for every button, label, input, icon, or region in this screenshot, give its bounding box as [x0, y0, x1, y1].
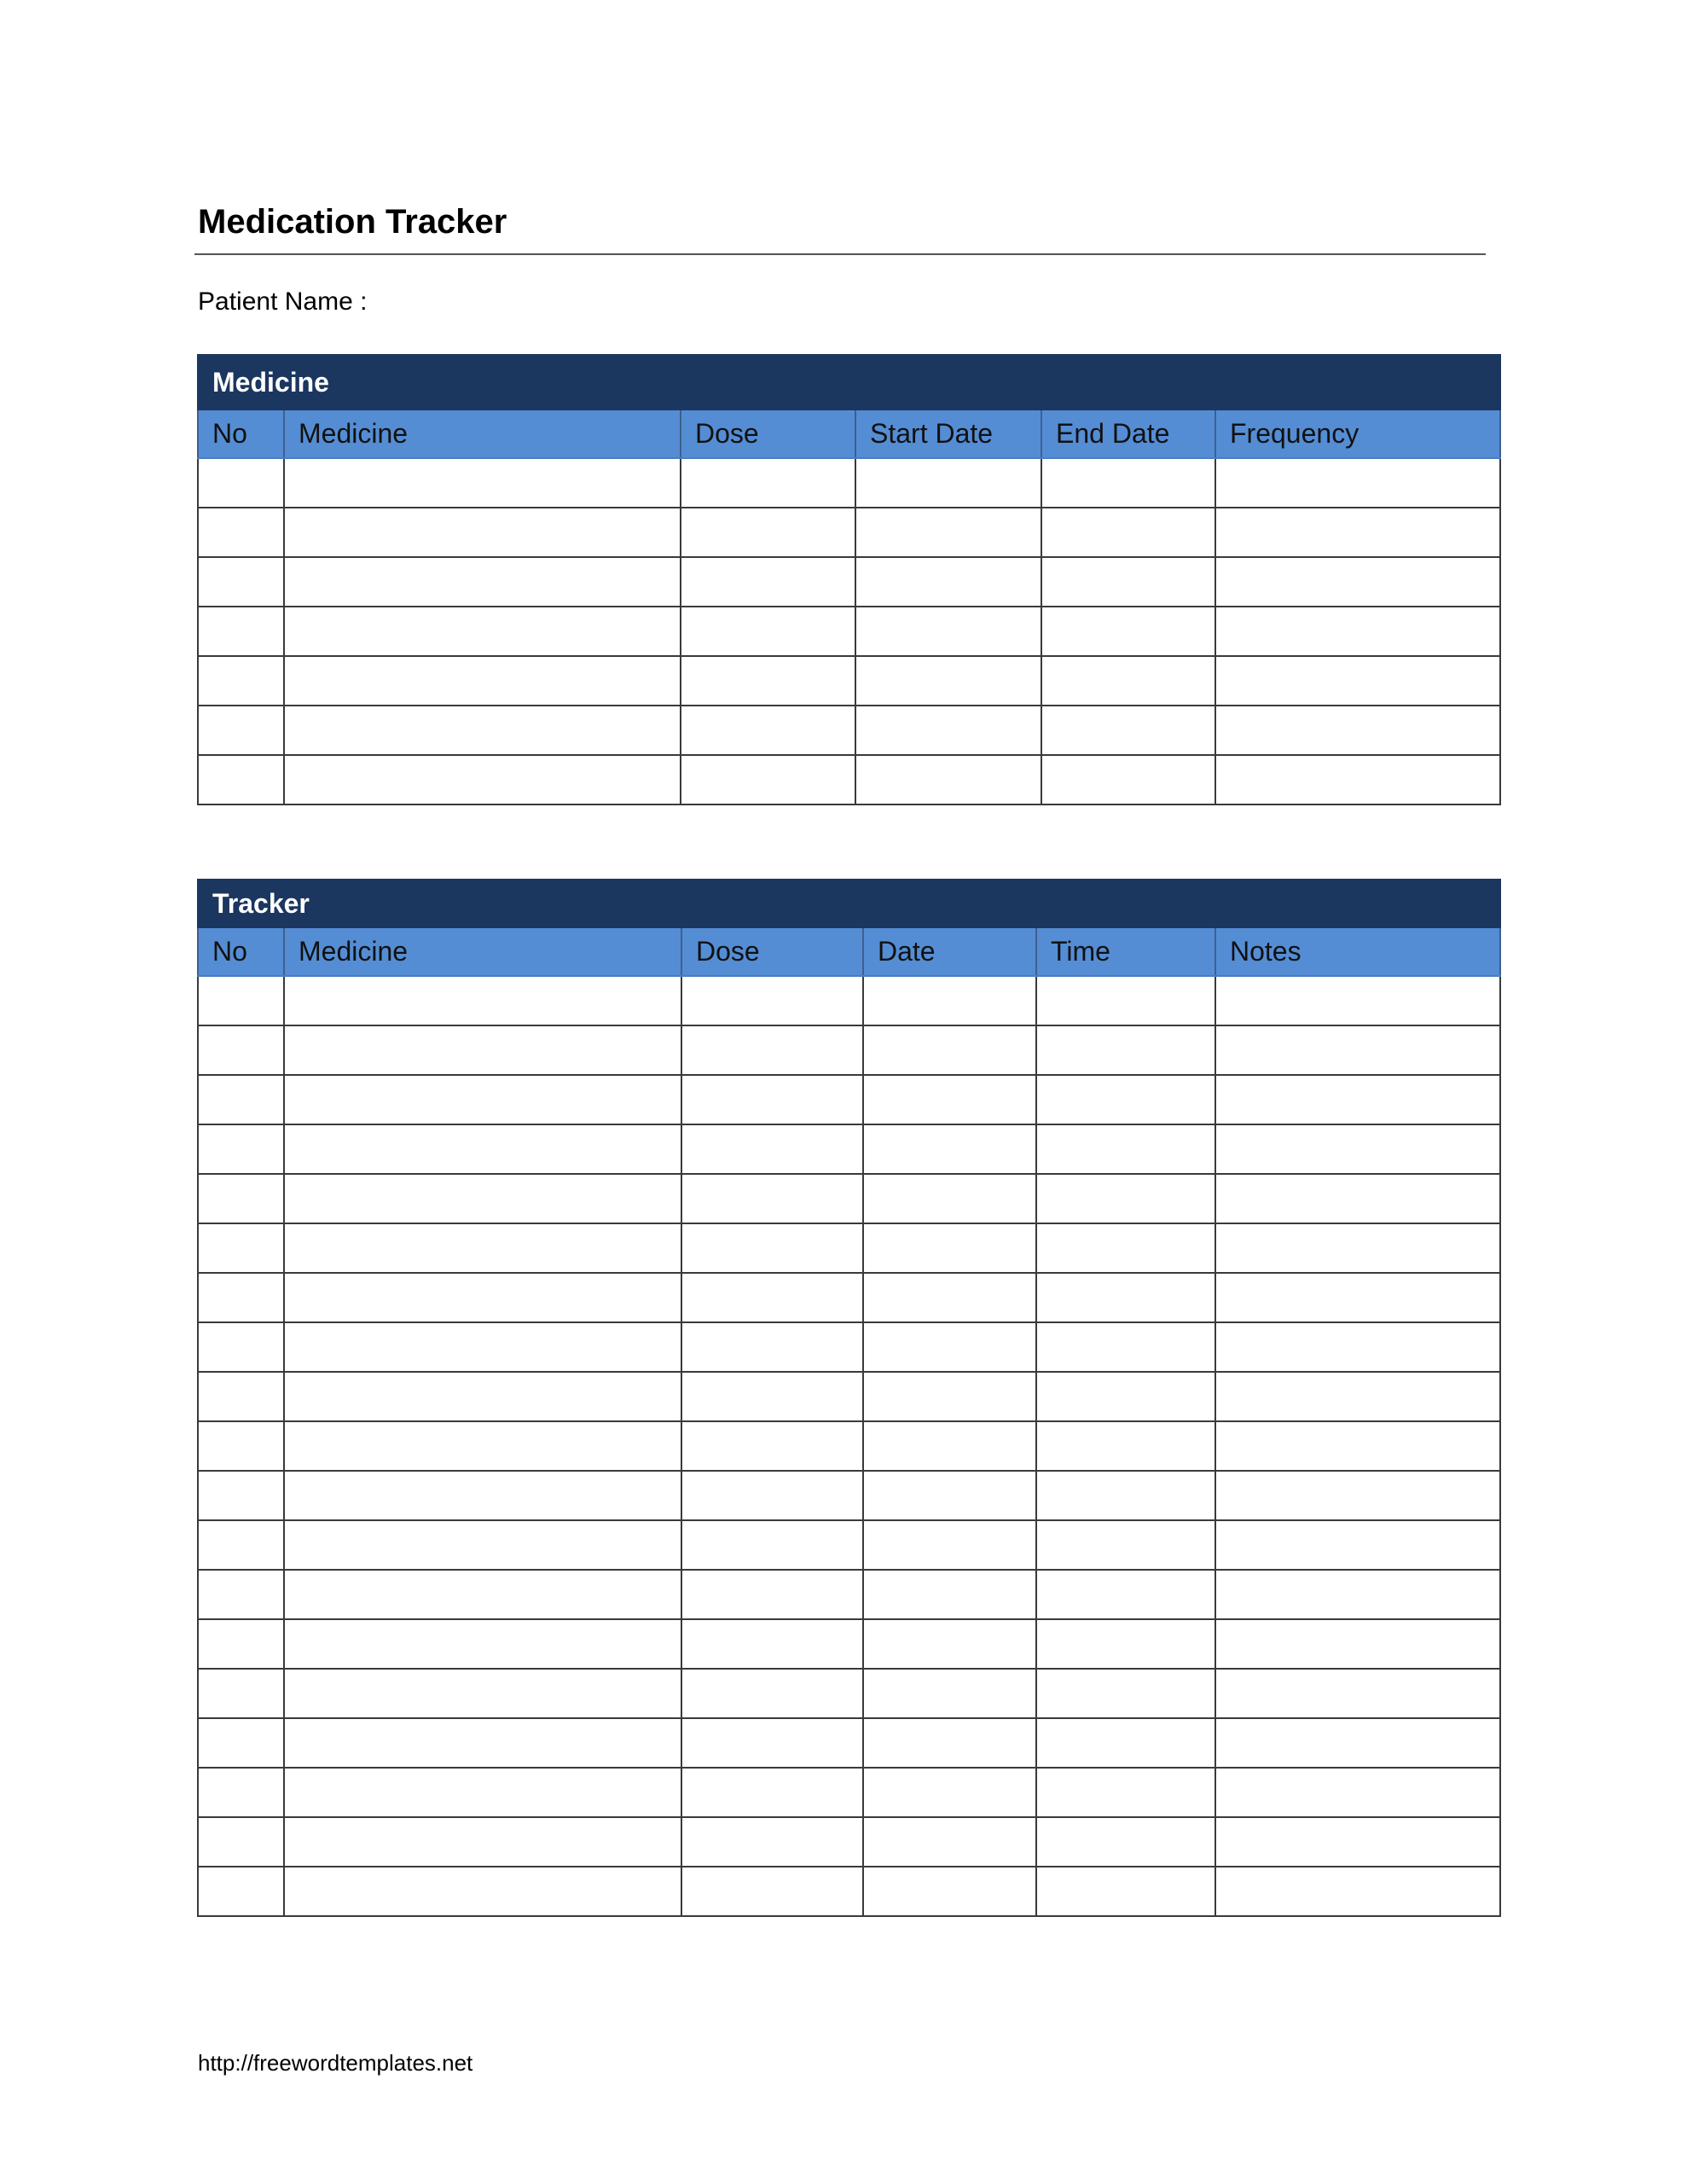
medicine-cell-start-date[interactable]	[855, 755, 1041, 804]
tracker-table-row	[198, 1768, 1500, 1817]
tracker-cell-dose[interactable]	[681, 1570, 863, 1619]
tracker-cell-time[interactable]	[1036, 1421, 1215, 1471]
medicine-cell-no[interactable]	[198, 508, 284, 557]
medicine-table-row	[198, 656, 1500, 706]
tracker-cell-notes[interactable]	[1215, 1718, 1500, 1768]
medicine-cell-medicine[interactable]	[284, 656, 681, 706]
tracker-table-row	[198, 976, 1500, 1025]
medicine-cell-start-date[interactable]	[855, 458, 1041, 508]
tracker-cell-notes[interactable]	[1215, 1520, 1500, 1570]
tracker-cell-time[interactable]	[1036, 1223, 1215, 1273]
medicine-cell-end-date[interactable]	[1041, 656, 1215, 706]
tracker-table-row	[198, 1817, 1500, 1867]
tracker-cell-time[interactable]	[1036, 1322, 1215, 1372]
tracker-cell-no[interactable]	[198, 1372, 284, 1421]
tracker-cell-time[interactable]	[1036, 1471, 1215, 1520]
tracker-cell-no[interactable]	[198, 1669, 284, 1718]
tracker-cell-time[interactable]	[1036, 976, 1215, 1025]
tracker-cell-time[interactable]	[1036, 1075, 1215, 1124]
medicine-cell-start-date[interactable]	[855, 656, 1041, 706]
medicine-cell-end-date[interactable]	[1041, 458, 1215, 508]
tracker-cell-medicine[interactable]	[284, 1718, 681, 1768]
medicine-table-row	[198, 458, 1500, 508]
tracker-cell-dose[interactable]	[681, 1817, 863, 1867]
tracker-cell-notes[interactable]	[1215, 1421, 1500, 1471]
tracker-cell-medicine[interactable]	[284, 1471, 681, 1520]
tracker-table-row	[198, 1223, 1500, 1273]
tracker-cell-notes[interactable]	[1215, 1768, 1500, 1817]
medicine-cell-start-date[interactable]	[855, 508, 1041, 557]
footer-url: http://freewordtemplates.net	[198, 2050, 473, 2076]
tracker-cell-dose[interactable]	[681, 1471, 863, 1520]
tracker-cell-medicine[interactable]	[284, 1174, 681, 1223]
tracker-cell-date[interactable]	[863, 1372, 1036, 1421]
tracker-col-time: Time	[1036, 927, 1215, 976]
tracker-cell-dose[interactable]	[681, 1223, 863, 1273]
medicine-cell-medicine[interactable]	[284, 458, 681, 508]
tracker-col-medicine: Medicine	[284, 927, 681, 976]
tracker-cell-time[interactable]	[1036, 1867, 1215, 1916]
medicine-cell-end-date[interactable]	[1041, 557, 1215, 607]
tracker-cell-notes[interactable]	[1215, 1619, 1500, 1669]
medicine-cell-medicine[interactable]	[284, 755, 681, 804]
tracker-cell-medicine[interactable]	[284, 1421, 681, 1471]
tracker-table-row	[198, 1273, 1500, 1322]
medicine-cell-dose[interactable]	[681, 607, 855, 656]
tracker-cell-time[interactable]	[1036, 1025, 1215, 1075]
medicine-cell-dose[interactable]	[681, 656, 855, 706]
tracker-cell-medicine[interactable]	[284, 1520, 681, 1570]
tracker-cell-no[interactable]	[198, 976, 284, 1025]
tracker-cell-dose[interactable]	[681, 1174, 863, 1223]
tracker-cell-no[interactable]	[198, 1421, 284, 1471]
tracker-cell-notes[interactable]	[1215, 1322, 1500, 1372]
tracker-cell-dose[interactable]	[681, 976, 863, 1025]
tracker-cell-time[interactable]	[1036, 1174, 1215, 1223]
medicine-cell-start-date[interactable]	[855, 557, 1041, 607]
tracker-table-row	[198, 1124, 1500, 1174]
tracker-cell-no[interactable]	[198, 1322, 284, 1372]
medicine-table-row	[198, 706, 1500, 755]
tracker-cell-date[interactable]	[863, 976, 1036, 1025]
tracker-cell-date[interactable]	[863, 1421, 1036, 1471]
tracker-cell-notes[interactable]	[1215, 1867, 1500, 1916]
tracker-cell-no[interactable]	[198, 1718, 284, 1768]
medicine-table-row	[198, 607, 1500, 656]
tracker-cell-medicine[interactable]	[284, 1817, 681, 1867]
tracker-cell-dose[interactable]	[681, 1669, 863, 1718]
medicine-cell-dose[interactable]	[681, 508, 855, 557]
tracker-table-row	[198, 1372, 1500, 1421]
tracker-cell-dose[interactable]	[681, 1273, 863, 1322]
tracker-cell-dose[interactable]	[681, 1867, 863, 1916]
tracker-cell-date[interactable]	[863, 1768, 1036, 1817]
tracker-cell-medicine[interactable]	[284, 1669, 681, 1718]
tracker-table-row	[198, 1075, 1500, 1124]
tracker-cell-time[interactable]	[1036, 1669, 1215, 1718]
tracker-cell-notes[interactable]	[1215, 1372, 1500, 1421]
medicine-cell-start-date[interactable]	[855, 607, 1041, 656]
tracker-cell-dose[interactable]	[681, 1322, 863, 1372]
tracker-table-row	[198, 1174, 1500, 1223]
medicine-col-start-date: Start Date	[855, 410, 1041, 458]
tracker-cell-time[interactable]	[1036, 1520, 1215, 1570]
tracker-cell-notes[interactable]	[1215, 1273, 1500, 1322]
medicine-cell-dose[interactable]	[681, 458, 855, 508]
medicine-cell-dose[interactable]	[681, 557, 855, 607]
medicine-cell-frequency[interactable]	[1215, 706, 1500, 755]
tracker-cell-time[interactable]	[1036, 1124, 1215, 1174]
tracker-cell-medicine[interactable]	[284, 1273, 681, 1322]
medicine-table-body	[198, 458, 1500, 804]
tracker-cell-notes[interactable]	[1215, 1124, 1500, 1174]
tracker-cell-date[interactable]	[863, 1817, 1036, 1867]
tracker-cell-time[interactable]	[1036, 1619, 1215, 1669]
tracker-cell-time[interactable]	[1036, 1570, 1215, 1619]
medicine-table-row	[198, 508, 1500, 557]
tracker-table-row	[198, 1669, 1500, 1718]
tracker-cell-date[interactable]	[863, 1174, 1036, 1223]
tracker-col-date: Date	[863, 927, 1036, 976]
tracker-cell-dose[interactable]	[681, 1619, 863, 1669]
tracker-col-no: No	[198, 927, 284, 976]
medicine-cell-frequency[interactable]	[1215, 656, 1500, 706]
tracker-cell-no[interactable]	[198, 1223, 284, 1273]
medicine-cell-no[interactable]	[198, 755, 284, 804]
tracker-cell-medicine[interactable]	[284, 1768, 681, 1817]
tracker-table-row	[198, 1619, 1500, 1669]
tracker-cell-no[interactable]	[198, 1817, 284, 1867]
tracker-cell-no[interactable]	[198, 1174, 284, 1223]
tracker-table-row	[198, 1025, 1500, 1075]
tracker-cell-time[interactable]	[1036, 1817, 1215, 1867]
tracker-cell-date[interactable]	[863, 1867, 1036, 1916]
tracker-cell-no[interactable]	[198, 1520, 284, 1570]
tracker-cell-date[interactable]	[863, 1322, 1036, 1372]
tracker-table-title: Tracker	[198, 880, 1500, 927]
tracker-cell-notes[interactable]	[1215, 1817, 1500, 1867]
tracker-cell-dose[interactable]	[681, 1124, 863, 1174]
tracker-cell-date[interactable]	[863, 1520, 1036, 1570]
medicine-cell-medicine[interactable]	[284, 508, 681, 557]
tracker-cell-date[interactable]	[863, 1619, 1036, 1669]
medicine-cell-frequency[interactable]	[1215, 755, 1500, 804]
tracker-cell-date[interactable]	[863, 1025, 1036, 1075]
tracker-table-row	[198, 1421, 1500, 1471]
medicine-cell-no[interactable]	[198, 656, 284, 706]
medicine-cell-end-date[interactable]	[1041, 607, 1215, 656]
medicine-cell-frequency[interactable]	[1215, 508, 1500, 557]
tracker-col-notes: Notes	[1215, 927, 1500, 976]
tracker-cell-medicine[interactable]	[284, 1372, 681, 1421]
tracker-cell-time[interactable]	[1036, 1768, 1215, 1817]
tracker-cell-date[interactable]	[863, 1471, 1036, 1520]
medicine-cell-medicine[interactable]	[284, 607, 681, 656]
tracker-col-dose: Dose	[681, 927, 863, 976]
medicine-table-title: Medicine	[198, 355, 1500, 410]
medicine-col-frequency: Frequency	[1215, 410, 1500, 458]
tracker-cell-dose[interactable]	[681, 1718, 863, 1768]
tracker-cell-notes[interactable]	[1215, 1025, 1500, 1075]
tracker-table-row	[198, 1570, 1500, 1619]
medicine-col-no: No	[198, 410, 284, 458]
tracker-cell-no[interactable]	[198, 1570, 284, 1619]
medicine-cell-medicine[interactable]	[284, 706, 681, 755]
medicine-col-dose: Dose	[681, 410, 855, 458]
tracker-table-row	[198, 1471, 1500, 1520]
tracker-cell-no[interactable]	[198, 1124, 284, 1174]
tracker-cell-medicine[interactable]	[284, 1570, 681, 1619]
tracker-table-row	[198, 1520, 1500, 1570]
tracker-cell-no[interactable]	[198, 1025, 284, 1075]
tracker-cell-dose[interactable]	[681, 1421, 863, 1471]
medicine-cell-no[interactable]	[198, 458, 284, 508]
tracker-cell-no[interactable]	[198, 1075, 284, 1124]
tracker-cell-medicine[interactable]	[284, 1124, 681, 1174]
tracker-cell-dose[interactable]	[681, 1768, 863, 1817]
title-divider	[194, 253, 1486, 255]
tracker-cell-notes[interactable]	[1215, 1223, 1500, 1273]
tracker-cell-medicine[interactable]	[284, 1322, 681, 1372]
patient-name-label: Patient Name :	[198, 288, 368, 316]
tracker-cell-date[interactable]	[863, 1223, 1036, 1273]
tracker-cell-notes[interactable]	[1215, 976, 1500, 1025]
tracker-cell-time[interactable]	[1036, 1372, 1215, 1421]
tracker-cell-dose[interactable]	[681, 1372, 863, 1421]
tracker-table-row	[198, 1867, 1500, 1916]
medicine-table-row	[198, 557, 1500, 607]
medicine-cell-no[interactable]	[198, 706, 284, 755]
tracker-cell-dose[interactable]	[681, 1520, 863, 1570]
medicine-cell-end-date[interactable]	[1041, 508, 1215, 557]
tracker-cell-medicine[interactable]	[284, 1223, 681, 1273]
medicine-cell-end-date[interactable]	[1041, 706, 1215, 755]
medicine-cell-dose[interactable]	[681, 706, 855, 755]
tracker-cell-date[interactable]	[863, 1669, 1036, 1718]
tracker-cell-medicine[interactable]	[284, 1025, 681, 1075]
tracker-cell-date[interactable]	[863, 1718, 1036, 1768]
tracker-cell-no[interactable]	[198, 1471, 284, 1520]
tracker-cell-notes[interactable]	[1215, 1669, 1500, 1718]
tracker-table-row	[198, 1322, 1500, 1372]
tracker-cell-time[interactable]	[1036, 1718, 1215, 1768]
tracker-cell-no[interactable]	[198, 1867, 284, 1916]
medicine-cell-no[interactable]	[198, 557, 284, 607]
tracker-cell-dose[interactable]	[681, 1075, 863, 1124]
tracker-table	[197, 879, 1501, 1917]
tracker-cell-no[interactable]	[198, 1273, 284, 1322]
tracker-table-body	[198, 976, 1500, 1916]
medicine-cell-medicine[interactable]	[284, 557, 681, 607]
tracker-cell-medicine[interactable]	[284, 976, 681, 1025]
tracker-cell-dose[interactable]	[681, 1025, 863, 1075]
medicine-col-end-date: End Date	[1041, 410, 1215, 458]
medicine-col-medicine: Medicine	[284, 410, 681, 458]
medicine-cell-frequency[interactable]	[1215, 458, 1500, 508]
medicine-table-row	[198, 755, 1500, 804]
tracker-cell-notes[interactable]	[1215, 1570, 1500, 1619]
medicine-cell-no[interactable]	[198, 607, 284, 656]
tracker-cell-date[interactable]	[863, 1124, 1036, 1174]
tracker-cell-date[interactable]	[863, 1273, 1036, 1322]
tracker-cell-time[interactable]	[1036, 1273, 1215, 1322]
tracker-cell-notes[interactable]	[1215, 1174, 1500, 1223]
medicine-cell-dose[interactable]	[681, 755, 855, 804]
tracker-cell-medicine[interactable]	[284, 1619, 681, 1669]
tracker-cell-notes[interactable]	[1215, 1471, 1500, 1520]
medicine-cell-frequency[interactable]	[1215, 557, 1500, 607]
tracker-cell-date[interactable]	[863, 1570, 1036, 1619]
page-title: Medication Tracker	[198, 203, 507, 241]
medicine-cell-frequency[interactable]	[1215, 607, 1500, 656]
tracker-cell-medicine[interactable]	[284, 1867, 681, 1916]
tracker-cell-no[interactable]	[198, 1619, 284, 1669]
tracker-cell-no[interactable]	[198, 1768, 284, 1817]
medicine-table	[197, 354, 1501, 805]
tracker-cell-date[interactable]	[863, 1075, 1036, 1124]
tracker-table-row	[198, 1718, 1500, 1768]
tracker-cell-medicine[interactable]	[284, 1075, 681, 1124]
medicine-cell-end-date[interactable]	[1041, 755, 1215, 804]
tracker-cell-notes[interactable]	[1215, 1075, 1500, 1124]
medicine-cell-start-date[interactable]	[855, 706, 1041, 755]
